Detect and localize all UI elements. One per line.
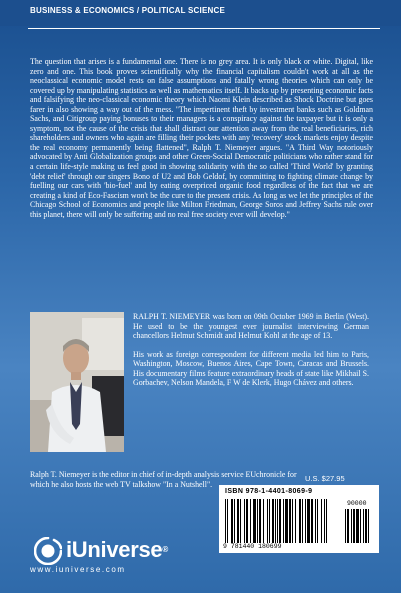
barcode-bar [253,499,256,543]
publisher-website: www.iuniverse.com [30,565,126,574]
author-bio-paragraph: Ralph T. Niemeyer is the editor in chief of in-depth analysis service EUchronicle for which he also hosts the web TV talkshow "In a Nutshell". [30,470,297,489]
barcode-bar [257,499,258,543]
barcode-bar [289,499,291,543]
barcode-bar [263,499,264,543]
trademark-symbol: ® [162,545,168,554]
barcode-bar [351,509,352,543]
barcode-bar [259,499,261,543]
barcode-bar [225,499,226,543]
barcode-number: 9 781440 180699 [223,543,282,550]
price-label: U.S. $27.95 [305,474,345,483]
barcode-addon-bars [345,509,375,543]
barcode-bar [368,509,369,543]
book-description: The question that arises is a fundamental one. There is no grey area. It is only black or white. Digital, like zero and one. This book proves scientifically why the financial capitalism couldn't work at all as the neoclassical economic model rests on false assumptions and fatally wrong theories which can only be covered up by manipulating statistics as well as mathematics itself. It backs up by presenting economic facts and falsifying the neo-classical economic theory which Naomi Klein described as Shock Doctrine but goes farer in also showing a way out of the mess. "The impertinent theft by investment banks such as Goldman Sachs, and Citigroup paying bonuses to their managers is a conspiracy against the taxpayer but it is only a symptom, not the cause of the crisis that shall distract our attention away from the real beneficiaries, rich shareholders and owners who again are filling their pockets with any 'recovery' stock markets enjoy despite the real economy permanently being flattened", Ralph T. Niemeyer argues. "A Third Way notoriously advocated by Anti Globalization groups and other Green-Social Democratic politicians who rather stand for a certain life-style making us feel good in showing solidarity with the so called 'Third World' by granting 'debt relief' through our singers Bono of U2 and Bob Geldof, by committing to fighting climate change by fuelling our cars with 'bio-fuel' and by eating overpriced organic food regardless of the fact that we are creating a kind of Eco-Fascism won't be the cure to the present crisis. As long as we let the principles of the Chicago School of Economics and people like Milton Friedman, George Soros and Jeffrey Sachs rule over this planet, there will only be suffering and no real free society ever will develop." [30,57,373,219]
barcode-bar [283,499,284,543]
barcode-bars [225,499,339,543]
barcode-bar [285,499,288,543]
barcode-bar [307,499,310,543]
barcode-bar [279,499,281,543]
barcode-bar [295,499,296,543]
author-photo [30,312,124,452]
barcode-bar [267,499,268,543]
barcode-bar [234,499,235,543]
author-bio-paragraph: RALPH T. NIEMEYER was born on 09th October 1969 in Berlin (West). He used to be the youngest ever journalist interviewing German chancellors Helmut Schmidt and Helmut Kohl at the age of 13. [133,312,369,341]
author-bio [133,312,369,397]
barcode-bar [227,499,228,543]
category-label: BUSINESS & ECONOMICS / POLITICAL SCIENCE [30,6,225,15]
category-bar [0,0,401,26]
author-photo-drawing [30,312,124,452]
barcode-bar [356,509,359,543]
barcode-bar [292,499,293,543]
barcode-bar [277,499,278,543]
iuniverse-logo-icon [34,537,62,565]
barcode-bar [269,499,270,543]
barcode [219,485,379,553]
barcode-bar [302,499,303,543]
barcode-bar [240,499,241,543]
barcode-bar [347,509,349,543]
publisher-name [66,537,168,563]
barcode-bar [275,499,276,543]
barcode-bar [363,509,364,543]
barcode-addon-number: 90000 [347,500,367,507]
barcode-bar [237,499,239,543]
barcode-bar [326,499,327,543]
barcode-bar [365,509,367,543]
barcode-bar [321,499,322,543]
divider [28,28,380,29]
barcode-bar [324,499,325,543]
barcode-bar [244,499,245,543]
publisher-name-text: iUniverse [66,537,163,562]
barcode-bar [299,499,301,543]
barcode-bar [250,499,251,543]
barcode-bar [353,509,355,543]
barcode-bar [345,509,346,543]
author-bio-paragraph: His work as foreign correspondent for different media led him to Paris, Washington, Moscow, Buenos Aires, Cape Town, Caracas and Brussels. His documentary films feature extraordinary heads of state like Mikhail S. Gorbachev, Nelson Mandela, F W de Klerk, Hugo Chávez and others. [133,349,369,388]
barcode-bar [360,509,361,543]
isbn-label: ISBN 978-1-4401-8069-9 [225,488,313,495]
barcode-bar [317,499,318,543]
barcode-bar [311,499,313,543]
barcode-bar [272,499,274,543]
barcode-bar [246,499,248,543]
barcode-bar [315,499,316,543]
barcode-bar [231,499,233,543]
barcode-bar [305,499,306,543]
